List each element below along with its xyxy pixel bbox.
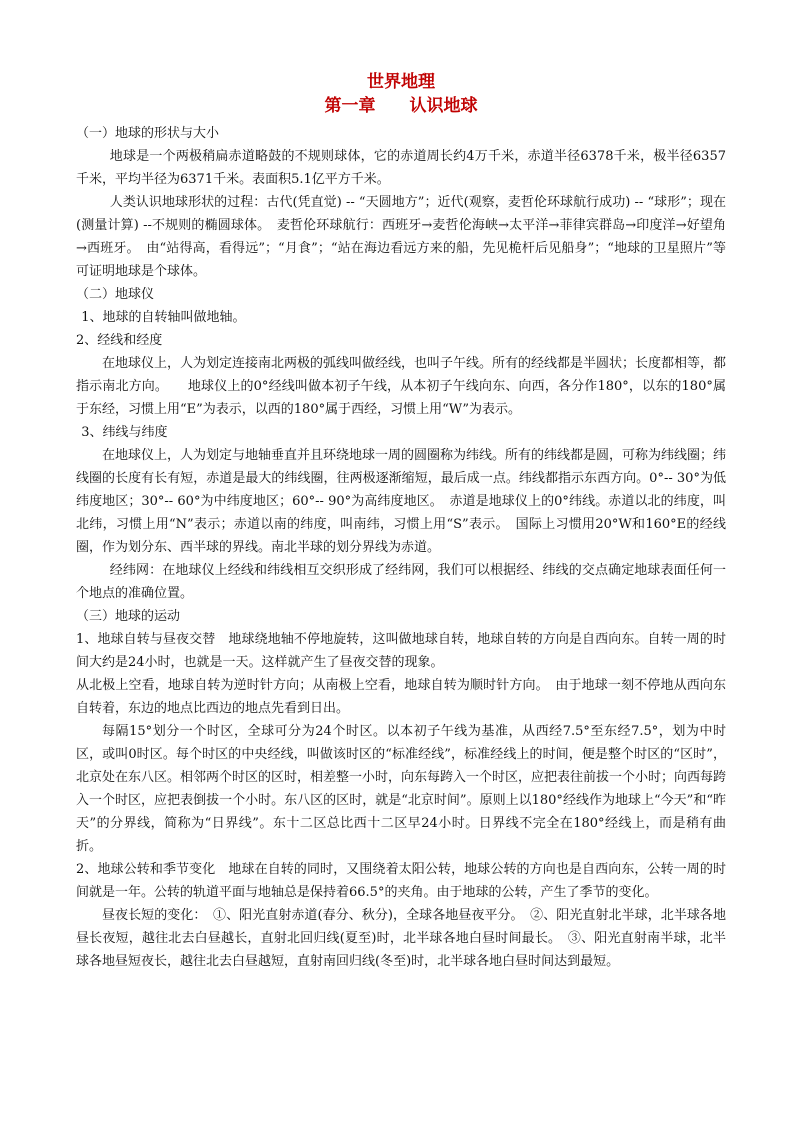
chapter-title: 第一章 认识地球: [324, 96, 478, 116]
paragraph-revolution: 2、地球公转和季节变化 地球在自转的同时，又围绕着太阳公转，地球公转的方向也是自西向东，公转一周的时间就是一年。公转的轨道平面与地轴总是保持着66.5°的夹角。由于地球的公转，产生了季节的变化。: [76, 862, 726, 900]
paragraph-earth-shape-history: 人类认识地球形状的过程：古代(凭直觉) -- “天圆地方”；近代(观察，麦哲伦环球航行成功) -- “球形”；现在(测量计算) --不规则的椭圆球体。 麦哲伦环球航行：西班牙→麦哲伦海峡→太平洋→菲律宾群岛→印度洋→好望角→西班牙。 由“站得高，看得远”；“月食”；“站在海边看远方来的船，先见桅杆后见船身”；“地球的卫星照片”等可证明地球是个球体。: [76, 195, 726, 279]
page-title: 世界地理: [367, 72, 435, 92]
section-heading-shape: （一）地球的形状与大小: [76, 126, 220, 141]
section-heading-motion: （三）地球的运动: [76, 609, 181, 624]
subheading-longitude: 2、经线和经度: [76, 333, 163, 348]
document-page: [76, 70, 726, 973]
paragraph-graticule: 经纬网：在地球仪上经线和纬线相互交织形成了经纬网，我们可以根据经、纬线的交点确定地球表面任何一个地点的准确位置。: [76, 563, 726, 601]
subheading-latitude: 3、纬线与纬度: [81, 425, 168, 440]
paragraph-day-length: 昼夜长短的变化： ①、阳光直射赤道(春分、秋分)，全球各地昼夜平分。 ②、阳光直射北半球，北半球各地昼长夜短，越往北去白昼越长，直射北回归线(夏至)时，北半球各地白昼时间最长。 ③、阳光直射南半球，北半球各地昼短夜长，越往北去白昼越短，直射南回归线(冬至)时，北半球各地白昼时间达到最短。: [76, 908, 726, 969]
paragraph-time-zones: 每隔15°划分一个时区，全球可分为24个时区。以本初子午线为基准，从西经7.5°至东经7.5°，划为中时区，或叫0时区。每个时区的中央经线，叫做该时区的“标准经线”，标准经线上的时间，便是整个时区的“区时”，北京处在东八区。相邻两个时区的区时，相差整一小时，向东每跨入一个时区，应把表往前拔一个小时；向西每跨入一个时区，应把表倒拔一个小时。东八区的区时，就是“北京时间”。原则上以180°经线作为地球上“今天”和“昨天”的分界线，简称为“日界线”。东十二区总比西十二区早24小时。日界线不完全在180°经线上，而是稍有曲折。: [76, 724, 727, 854]
paragraph-earth-size: 地球是一个两极稍扁赤道略鼓的不规则球体，它的赤道周长约4万千米，赤道半径6378千米，极半径6357千米，平均半径为6371千米。表面积5.1亿平方千米。: [76, 149, 726, 187]
section-heading-globe: （二）地球仪: [76, 287, 155, 302]
paragraph-rotation: 1、地球自转与昼夜交替 地球绕地轴不停地旋转，这叫做地球自转，地球自转的方向是自西向东。自转一周的时间大约是24小时，也就是一天。这样就产生了昼夜交替的现象。: [76, 632, 726, 670]
paragraph-rotation-direction: 从北极上空看，地球自转为逆时针方向；从南极上空看，地球自转为顺时针方向。 由于地球一刻不停地从西向东自转着，东边的地点比西边的地点先看到日出。: [76, 678, 726, 716]
paragraph-longitude: 在地球仪上，人为划定连接南北两极的弧线叫做经线，也叫子午线。所有的经线都是半圆状；长度都相等，都指示南北方向。 地球仪上的0°经线叫做本初子午线，从本初子午线向东、向西，各分作180°，以东的180°属于东经，习惯上用“E”为表示，以西的180°属于西经，习惯上用“W”为表示。: [76, 356, 727, 417]
paragraph-latitude: 在地球仪上，人为划定与地轴垂直并且环绕地球一周的圆圈称为纬线。所有的纬线都是圆，可称为纬线圈；纬线圈的长度有长有短，赤道是最大的纬线圈，往两极逐渐缩短，最后成一点。纬线都指示东西方向。0°-- 30°为低纬度地区；30°-- 60°为中纬度地区；60°-- 90°为高纬度地区。 赤道是地球仪上的0°纬线。赤道以北的纬度，叫北纬，习惯上用“N”表示；赤道以南的纬度，叫南纬，习惯上用“S”表示。 国际上习惯用20°W和160°E的经线圈，作为划分东、西半球的界线。南北半球的划分界线为赤道。: [76, 448, 727, 555]
paragraph-axis: 1、地球的自转轴叫做地轴。: [81, 310, 246, 325]
